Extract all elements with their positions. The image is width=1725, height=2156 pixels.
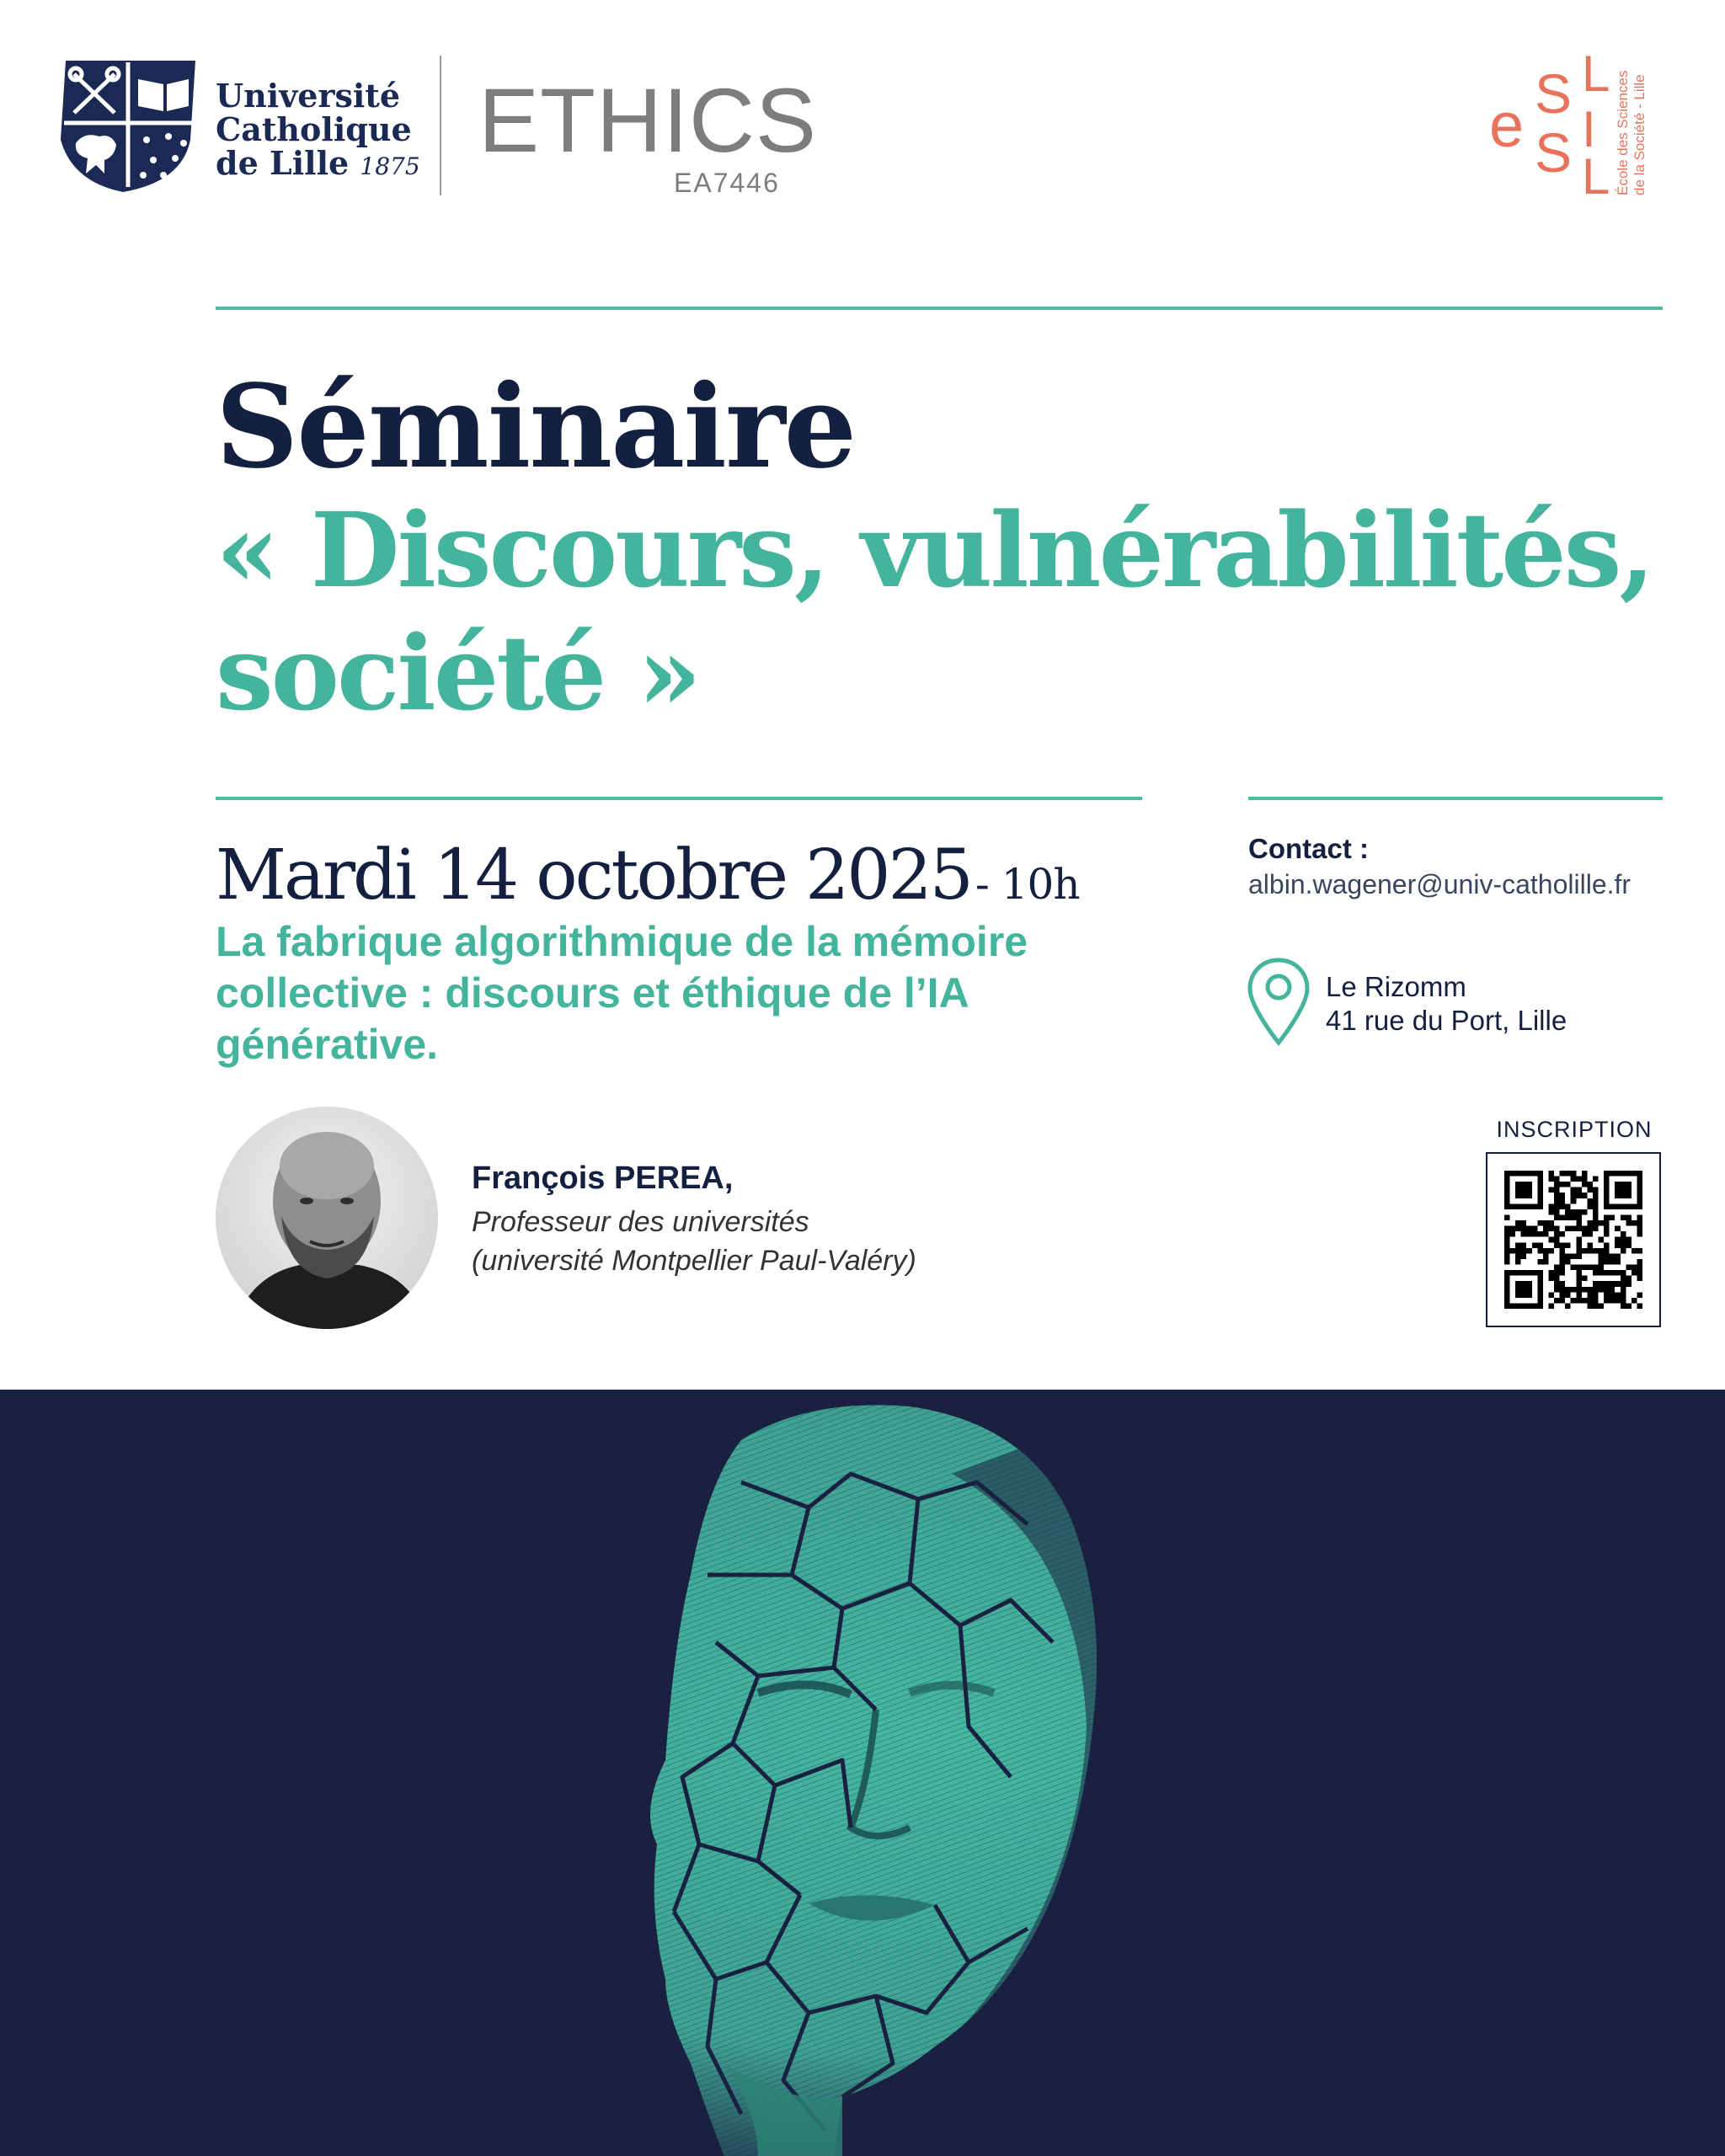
logo-caption-line: de la Société - Lille (1632, 74, 1648, 195)
seminar-title-line: société » (216, 612, 700, 734)
speaker-role: Professeur des universités (472, 1206, 809, 1238)
seminar-label: Séminaire (216, 360, 856, 494)
logo-letter: S (1535, 121, 1573, 184)
cracked-face-illustration (0, 1390, 1725, 2156)
speaker-name: François PEREA, (472, 1161, 734, 1196)
seminar-title (216, 488, 1698, 734)
details-rule-right (1248, 797, 1663, 800)
header-divider (440, 56, 441, 195)
university-name-line: Université (216, 77, 401, 115)
contact-email-link[interactable]: albin.wagener@univ-catholille.fr (1248, 869, 1632, 899)
essl-school-logo (1486, 54, 1654, 202)
logo-letter: L (1582, 148, 1610, 202)
talk-title-line: générative. (216, 1021, 439, 1068)
university-name-line (216, 144, 435, 184)
logo-letter: I (1582, 101, 1596, 157)
talk-title-line: La fabrique algorithmique de la mémoire (216, 918, 1028, 965)
talk-title (216, 916, 1142, 1070)
registration-label: INSCRIPTION (1496, 1117, 1653, 1142)
university-name (216, 79, 435, 184)
title-top-rule (216, 307, 1663, 310)
face-illustration-image (0, 1390, 1725, 2156)
venue-address: 41 rue du Port, Lille (1326, 1005, 1567, 1036)
registration-qr-code[interactable] (1486, 1152, 1661, 1327)
speaker-affiliation: (université Montpellier Paul-Valéry) (472, 1245, 916, 1277)
details-rule-left (216, 797, 1142, 800)
university-founding-year: 1875 (360, 152, 420, 180)
venue-name: Le Rizomm (1326, 971, 1466, 1002)
qr-code-icon (1504, 1171, 1642, 1309)
location-pin-icon (1245, 955, 1312, 1049)
university-crest-logo (56, 56, 200, 197)
talk-title-line: collective : discours et éthique de l’IA (216, 969, 969, 1017)
logo-letter: S (1535, 62, 1573, 125)
lab-name: ETHICS (478, 69, 818, 171)
event-date: Mardi 14 octobre 2025 (216, 835, 971, 915)
event-time: - 10h (975, 860, 1080, 909)
university-name-line: Catholique (216, 110, 412, 148)
contact-label: Contact : (1248, 833, 1369, 864)
university-name-line-text: de Lille (216, 144, 350, 182)
logo-letter: L (1582, 54, 1610, 102)
logo-caption-line: École des Sciences (1615, 70, 1631, 195)
speaker-photo (216, 1107, 438, 1329)
seminar-title-line: « Discours, vulnérabilités, (216, 489, 1653, 611)
logo-letter: e (1489, 90, 1525, 160)
event-datetime (216, 834, 1080, 926)
speaker-portrait-image (216, 1107, 438, 1329)
lab-code: EA7446 (674, 168, 780, 198)
